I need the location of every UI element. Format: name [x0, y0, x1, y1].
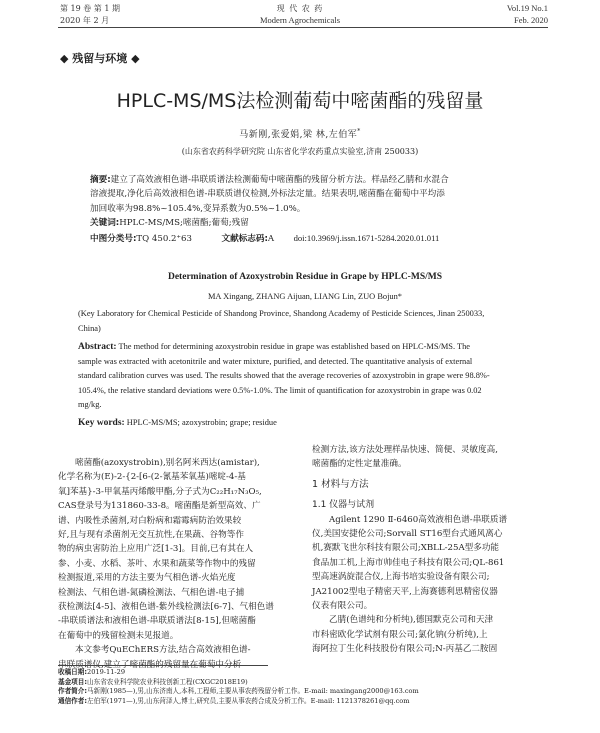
footnote-rule [58, 665, 268, 666]
body-line: 本文参考QuEChERS方法,结合高效液相色谱- [75, 645, 251, 656]
section-heading-1: 1 材料与方法 [312, 478, 369, 490]
body-line: 参、小麦、水稻、茶叶、水果和蔬菜等作物中的残留 [58, 558, 256, 569]
keywords-en: Key words: HPLC-MS/MS; azoxystrobin; grape; residue [78, 417, 277, 428]
classification-line: 中图分类号:TQ 450.2⁺63 文献标志码:A doi:10.3969/j.issn.1671-5284.2020.01.011 [90, 232, 440, 244]
body-line: 乙腈(色谱纯和分析纯),德国默克公司和天津 [329, 615, 494, 626]
header-journal-zh: 现 代 农 药 [276, 4, 324, 13]
footnote-received: 收稿日期:2019-11-29 [58, 668, 126, 676]
body-line: 仪,美国安捷伦公司;Sorvall ST16型台式通风离心 [312, 529, 503, 540]
body-line: 串联质谱仪,建立了嘧菌酯的残留量在葡萄中分析 [58, 659, 242, 670]
body-line: 好,且与现有杀菌剂无交互抗性,在果蔬、谷物等作 [58, 530, 244, 541]
header-volume-zh: 第 19 卷 第 1 期 [60, 4, 120, 13]
body-line: 氧]苯基}-3-甲氧基丙烯酸甲酯,分子式为C₂₂H₁₇N₃O₅, [58, 486, 262, 497]
footnotes [58, 668, 419, 706]
body-line: 海阿拉丁生化科技股份有限公司;N-丙基乙二胺固 [312, 644, 498, 655]
body-line: 食品加工机,上海市帅佳电子科技有限公司;QL-861 [312, 557, 505, 568]
keywords-zh: 关键词:HPLC-MS/MS;嘧菌酯;葡萄;残留 [90, 218, 249, 229]
abstract-en: Abstract: The method for determining azoxystrobin residue in grape was established based on HPLC-MS/MS. The sample was extracted with acetonitrile and water mixture, purified, and detected. The quantitative analysis of external standard calibration curves was used. The results showed that the average recoveries of azoxystrobin in grape were 98.8%- 105.4%, the relative standard deviations were 0.5%-1.0%. The limit of quantification for azoxystrobin in grape was 0.02 mg/kg. Key words: HPLC-MS/MS; azoxystrobin; grape; residue [78, 340, 528, 431]
body-line: 检测法、气相色谱-氮磷检测法、气相色谱-电子捕 [58, 587, 245, 598]
section-heading-1-1: 1.1 仪器与试剂 [312, 500, 375, 511]
body-line: 嘧菌酯的定性定量准确。 [312, 459, 407, 470]
body-right-column [312, 443, 544, 657]
authors-en: MA Xingang, ZHANG Aijuan, LIANG Lin, ZUO Bojun* [207, 292, 402, 301]
body-line: CAS登录号为131860-33-8。嘧菌酯是新型高效、广 [58, 501, 261, 512]
abstract-zh-label: 摘要: [90, 175, 111, 185]
section-tag: ◆ 残留与环境 ◆ [60, 52, 140, 65]
body-line: 谱、内吸性杀菌剂,对白粉病和霜霉病防治效果较 [58, 515, 242, 526]
body-line: JA21002型电子精密天平,上海赛德利思精密仪器 [312, 586, 498, 597]
affiliation-zh: (山东省农药科学研究院 山东省化学农药重点实验室,济南 250033) [181, 147, 419, 156]
body-line: 市科密欧化学试剂有限公司;氯化钠(分析纯),上 [312, 629, 488, 640]
body-line: 型高速涡旋混合仪,上海书培实验设备有限公司; [312, 572, 490, 583]
header-date-zh: 2020 年 2 月 [60, 16, 110, 25]
body-left-column [58, 456, 290, 672]
body-line: 检测报道,采用的方法主要为气相色谱-火焰光度 [58, 573, 236, 584]
body-line: 获检测法[4-5]、液相色谱-紫外线检测法[6-7]、气相色谱 [58, 602, 274, 613]
body-line: Agilent 1290 Ⅱ-6460高效液相色谱-串联质谱 [329, 514, 508, 525]
header-date-en: Feb. 2020 [514, 15, 548, 25]
footnote-corresponding: 通信作者:左伯军(1971—),男,山东菏泽人,博士,研究员,主要从事农药合成及分析工作。E-mail: 1121378261@qq.com [58, 696, 410, 705]
body-line: 嘧菌酯(azoxystrobin),别名阿米西达(amistar), [75, 458, 260, 468]
footnote-author: 作者简介:马新刚(1985—),男,山东济南人,本科,工程师,主要从事农药残留分析工作。E-mail: maxingang2000@163.com [58, 687, 419, 696]
body-line: 物的病虫害防治上应用广泛[1-3]。目前,已有其在人 [58, 544, 254, 555]
body-line: 化学名称为(E)-2-{2-[6-(2-氰基苯氧基)嘧啶-4-基 [58, 472, 246, 483]
footnote-fund: 基金项目:山东省农业科学院农业科技创新工程(CXGC2018E19) [58, 677, 248, 686]
title-zh: HPLC-MS/MS法检测葡萄中嘧菌酯的残留量 [116, 90, 484, 112]
body-line: 机,赛默飞世尔科技有限公司;XBLL-25A型多功能 [312, 543, 500, 554]
title-en: Determination of Azoxystrobin Residue in Grape by HPLC-MS/MS [167, 272, 442, 282]
abstract-zh: 摘要:建立了高效液相色谱-串联质谱法检测葡萄中嘧菌酯的残留分析方法。样品经乙腈和水混合 溶液提取,净化后高效液相色谱-串联质谱仪检测,外标法定量。结果表明,嘧菌酯在葡萄中平均添 加回收率为98.8%~105.4%,变异系数为0.5%~1.0%。 关键词:HPLC-MS/MS;嘧菌酯;葡萄;残留 中图分类号:TQ 450.2⁺63 文献标志码:A doi:10.3969/j.issn.1671-5284.2020.01.011 [90, 173, 520, 246]
body-line: -串联质谱法和液相色谱-串联质谱法[8-15],但嘧菌酯 [58, 616, 256, 627]
body-line: 检测方法,该方法处理样品快速、简便、灵敏度高, [312, 445, 498, 455]
body-line: 仪表有限公司。 [312, 601, 373, 612]
body-line: 在葡萄中的残留检测未见报道。 [58, 630, 179, 641]
affiliation-en: (Key Laboratory for Chemical Pesticide of Shandong Province, Shandong Academy of Pesticide Sciences, Jinan 250033, China) [78, 309, 485, 333]
header-journal-en: Modern Agrochemicals [259, 15, 341, 25]
authors-zh: 马新刚,张爱娟,梁 林,左伯军* [239, 128, 361, 140]
header-rule [58, 27, 548, 28]
header-volume-en: Vol.19 No.1 [506, 3, 548, 13]
abstract-en-label: Abstract: [78, 342, 117, 352]
